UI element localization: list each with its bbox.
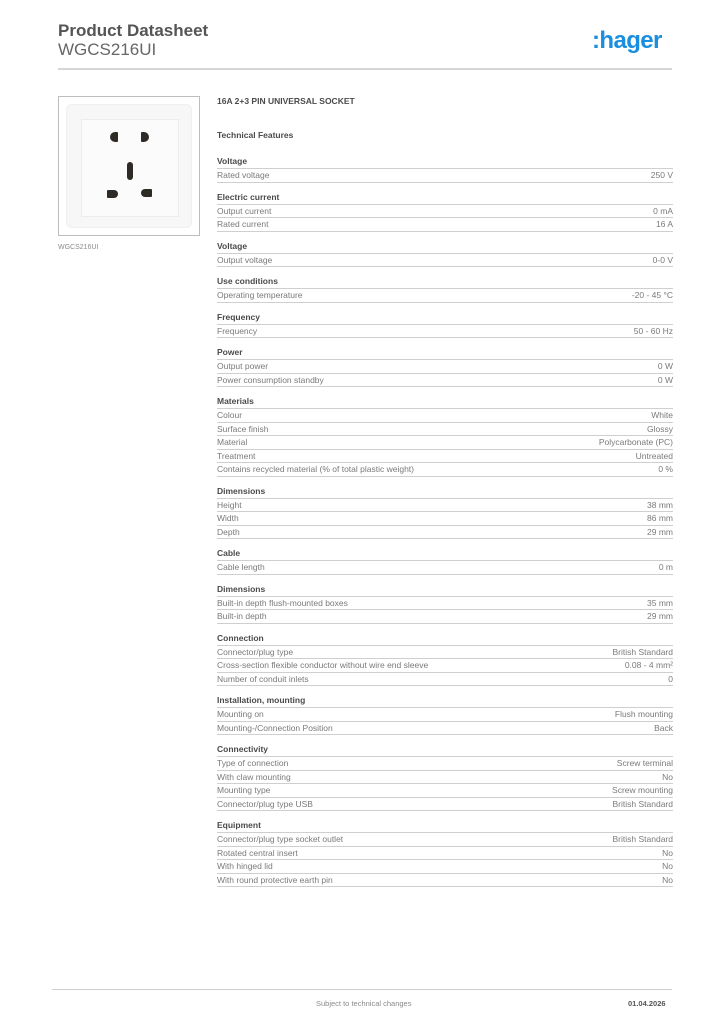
spec-value: No [662, 861, 673, 871]
section-title: Voltage [217, 155, 673, 169]
spec-section [217, 819, 673, 887]
spec-row [217, 436, 673, 450]
spec-label: Cross-section flexible conductor without wire end sleeve [217, 660, 429, 670]
spec-value: No [662, 874, 673, 885]
socket-pin-earth [127, 162, 133, 180]
spec-label: Built-in depth flush-mounted boxes [217, 597, 348, 608]
spec-value: No [662, 771, 673, 782]
spec-label: Operating temperature [217, 290, 303, 300]
spec-label: Frequency [217, 325, 258, 336]
spec-value: Back [654, 722, 673, 733]
spec-row [217, 218, 673, 232]
spec-row [217, 325, 673, 339]
spec-row [217, 409, 673, 423]
spec-label: Connector/plug type socket outlet [217, 834, 344, 844]
spec-value: 0 [668, 673, 673, 684]
spec-label: Mounting type [217, 785, 271, 795]
product-image [58, 96, 200, 236]
spec-value: 16 A [655, 219, 673, 229]
spec-label: Height [217, 499, 242, 510]
spec-row [217, 874, 673, 888]
spec-value: 0 mA [653, 205, 673, 216]
spec-label: Output voltage [217, 254, 273, 265]
spec-label: Contains recycled material (% of total plastic weight) [217, 464, 414, 474]
spec-value: No [662, 847, 673, 858]
footer-note: Subject to technical changes [316, 999, 412, 1008]
socket-pin-bottom-right [141, 189, 152, 197]
spec-label: Surface finish [217, 423, 269, 434]
spec-value: 0.08 - 4 mm² [624, 660, 673, 670]
spec-row [217, 673, 673, 687]
spec-value: 29 mm [647, 526, 673, 537]
spec-section [217, 485, 673, 540]
spec-value: 35 mm [647, 597, 673, 608]
spec-value: -20 - 45 °C [631, 290, 673, 300]
spec-row [217, 463, 673, 477]
section-title: Cable [217, 547, 673, 561]
spec-value: Flush mounting [614, 709, 673, 719]
spec-label: Mounting on [217, 709, 264, 719]
section-title: Electric current [217, 191, 673, 205]
spec-row [217, 205, 673, 219]
section-title: Dimensions [217, 583, 673, 597]
spec-row [217, 708, 673, 722]
spec-row [217, 360, 673, 374]
spec-row [217, 374, 673, 388]
spec-value: 50 - 60 Hz [633, 325, 673, 336]
spec-section [217, 395, 673, 477]
spec-row [217, 659, 673, 673]
spec-row [217, 450, 673, 464]
spec-row [217, 646, 673, 660]
spec-label: Connector/plug type [217, 646, 294, 657]
spec-label: With round protective earth pin [217, 874, 333, 885]
footer-date: 01.04.2026 [628, 999, 666, 1008]
spec-value: 0 % [658, 464, 673, 474]
spec-value: Glossy [647, 423, 673, 434]
spec-row [217, 254, 673, 268]
spec-section [217, 547, 673, 575]
spec-label: Power consumption standby [217, 374, 324, 385]
spec-label: Connector/plug type USB [217, 798, 313, 809]
spec-label: Built-in depth [217, 611, 267, 621]
spec-value: 0-0 V [652, 254, 673, 265]
spec-value: 0 W [657, 374, 673, 385]
spec-label: Depth [217, 526, 240, 537]
spec-row [217, 597, 673, 611]
spec-label: Rated current [217, 219, 269, 229]
socket-face [81, 119, 179, 217]
spec-section [217, 694, 673, 735]
spec-value: 38 mm [647, 499, 673, 510]
spec-value: Screw mounting [612, 785, 673, 795]
spec-value: 29 mm [647, 611, 673, 621]
spec-value: British Standard [612, 798, 673, 809]
spec-row [217, 289, 673, 303]
spec-label: Output current [217, 205, 272, 216]
spec-row [217, 610, 673, 624]
spec-row [217, 860, 673, 874]
spec-section [217, 583, 673, 624]
spec-row [217, 423, 673, 437]
footer-divider [52, 989, 672, 990]
spec-label: Mounting-/Connection Position [217, 722, 333, 733]
product-name: 16A 2+3 PIN UNIVERSAL SOCKET [217, 96, 355, 106]
spec-row [217, 499, 673, 513]
section-title: Connection [217, 632, 673, 646]
spec-row [217, 798, 673, 812]
spec-section [217, 155, 673, 183]
spec-row [217, 771, 673, 785]
spec-label: With claw mounting [217, 771, 291, 782]
spec-label: Width [217, 513, 239, 523]
spec-section [217, 191, 673, 232]
spec-value: British Standard [612, 646, 673, 657]
section-title: Dimensions [217, 485, 673, 499]
spec-label: Colour [217, 410, 243, 420]
technical-specs [217, 96, 673, 895]
socket-pin-top-left [110, 132, 118, 142]
hager-logo: :hager [592, 27, 662, 54]
spec-section [217, 632, 673, 687]
document-header [58, 21, 208, 59]
header-divider [58, 68, 672, 70]
spec-label: Rated voltage [217, 170, 270, 180]
socket-pin-bottom-left [107, 190, 118, 198]
spec-label: Type of connection [217, 758, 289, 768]
spec-label: With hinged lid [217, 861, 273, 871]
spec-row [217, 784, 673, 798]
document-title: Product Datasheet [58, 21, 209, 40]
spec-label: Cable length [217, 562, 265, 572]
section-title: Installation, mounting [217, 694, 673, 708]
socket-pin-top-right [141, 132, 149, 142]
universal-socket-image [66, 104, 192, 228]
spec-row [217, 169, 673, 183]
section-title: Materials [217, 395, 673, 409]
section-title: Equipment [217, 819, 673, 833]
spec-section [217, 743, 673, 811]
image-caption: WGCS216UI [58, 244, 99, 251]
spec-value: British Standard [612, 834, 673, 844]
technical-features-title: Technical Features [217, 130, 294, 140]
section-title: Power [217, 346, 673, 360]
spec-label: Number of conduit inlets [217, 673, 309, 684]
spec-section [217, 346, 673, 387]
spec-value: 0 W [657, 361, 673, 371]
spec-row [217, 526, 673, 540]
spec-label: Output power [217, 361, 269, 371]
section-title: Voltage [217, 240, 673, 254]
product-reference: WGCS216UI [58, 40, 157, 59]
spec-label: Treatment [217, 450, 256, 461]
spec-value: White [651, 410, 673, 420]
section-title: Frequency [217, 311, 673, 325]
spec-value: 250 V [650, 170, 673, 180]
spec-row [217, 561, 673, 575]
spec-value: Screw terminal [616, 758, 673, 768]
spec-value: 86 mm [647, 513, 673, 523]
spec-row [217, 833, 673, 847]
section-title: Connectivity [217, 743, 673, 757]
spec-label: Rotated central insert [217, 847, 298, 858]
spec-row [217, 847, 673, 861]
spec-value: 0 m [658, 562, 673, 572]
section-title: Use conditions [217, 275, 673, 289]
spec-label: Material [217, 437, 248, 447]
spec-value: Untreated [635, 450, 673, 461]
spec-row [217, 722, 673, 736]
spec-section [217, 240, 673, 268]
spec-value: Polycarbonate (PC) [598, 437, 673, 447]
spec-section [217, 275, 673, 303]
spec-section [217, 311, 673, 339]
spec-row [217, 757, 673, 771]
spec-sections [217, 155, 673, 887]
spec-row [217, 512, 673, 526]
